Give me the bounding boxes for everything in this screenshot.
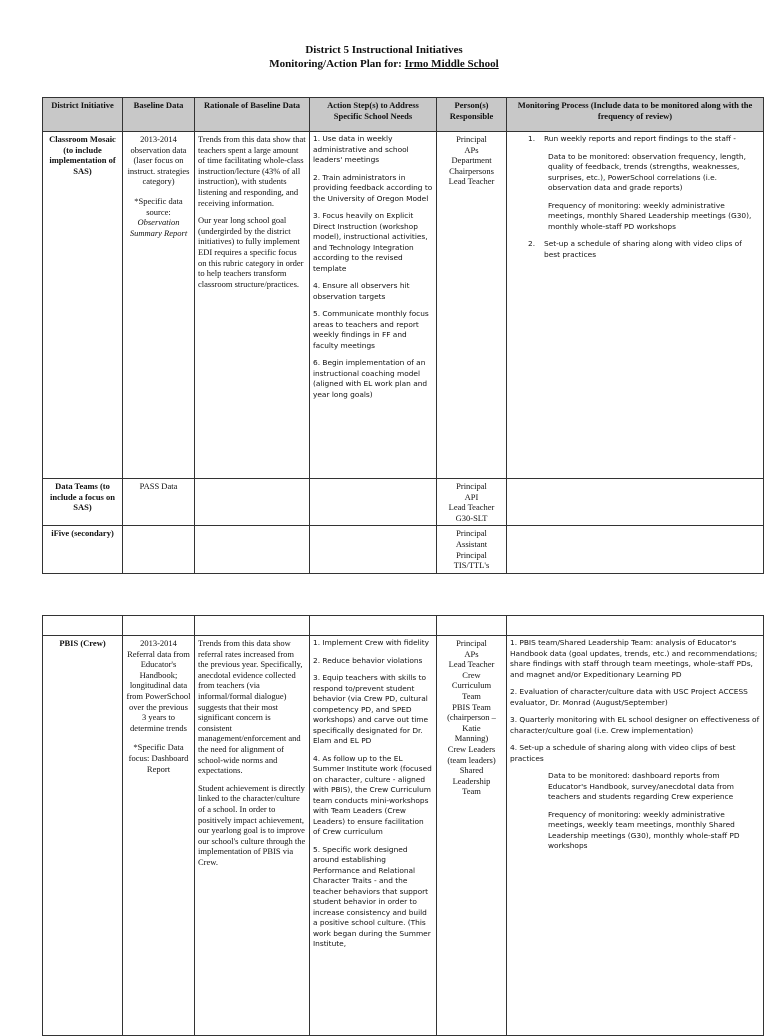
action-plan-table-1 <box>42 97 764 574</box>
person: Principal <box>456 549 487 560</box>
col-header-actions: Action Step(s) to Address Specific School Needs <box>310 98 437 132</box>
monitor-frequency: Frequency of monitoring: weekly administrative meetings, monthly Shared Leadership meetings (G30), monthly whole-staff PD workshops <box>548 200 752 231</box>
baseline-source-label: *Specific data source: <box>134 195 183 217</box>
baseline-source: Observation Summary Report <box>129 217 188 238</box>
initiative-cell: Classroom Mosaic (to include implementation of SAS) <box>43 132 123 479</box>
col-header-rationale: Rationale of Baseline Data <box>195 98 310 132</box>
action-step: 2. Reduce behavior violations <box>313 655 423 665</box>
monitor-step: 4. Set-up a schedule of sharing along with video clips of best practices <box>510 743 736 763</box>
monitor-step-number: 2. <box>528 239 536 248</box>
col-header-persons: Person(s) Responsible <box>437 98 507 132</box>
monitor-step: 1. PBIS team/Shared Leadership Team: analysis of Educator's Handbook data (goal updates, trends, etc.) and recommendations; share findings with staff through team meetings, whole-staff PDs, and magnet and/or Expeditionary Learning PD <box>510 638 758 679</box>
subtitle-prefix: Monitoring/Action Plan for: <box>269 58 405 70</box>
table-row <box>43 526 764 573</box>
person: APs <box>464 144 479 155</box>
person: (team leaders) <box>447 754 496 765</box>
rationale-text: Student achievement is directly linked to the character/culture of a school. In order to positively impact achievement, our yearlong goal is to improve our school's culture through the implementation of PBIS via Crew. <box>198 782 306 867</box>
action-step: 5. Communicate monthly focus areas to teachers and report weekly findings in FF and faculty meetings <box>313 309 429 350</box>
table-row <box>43 479 764 526</box>
monitoring-cell <box>507 526 764 573</box>
monitor-data: Data to be monitored: dashboard reports from Educator's Handbook, survey/anecdotal data from teachers and students regarding Crew experience <box>548 771 734 801</box>
rationale-text: Trends from this data show that teachers spent a large amount of time facilitating whole-class instruction/lecture (43% of all instruction), with students listening and responding, and receiving information. <box>198 134 306 208</box>
monitor-step-text: Run weekly reports and report findings to the staff - <box>544 134 736 143</box>
monitor-step: 3. Quarterly monitoring with EL school designer on effectiveness of character/culture goal (i.e. Crew implementation) <box>510 715 760 735</box>
person: Principal <box>456 528 487 539</box>
rationale-text: Our year long school goal (undergirded by the district initiatives) to fully implement EDI requires a specific focus on this rubric category in order to help teachers transform classroom structure/practices. <box>198 215 304 289</box>
rationale-cell <box>195 132 310 479</box>
action-step: 1. Implement Crew with fidelity <box>313 638 430 647</box>
initiative-cell: Data Teams (to include a focus on SAS) <box>43 479 123 526</box>
rationale-text: Trends from this data show referral rates increased from the previous year. Specifically, anecdotal evidence collected from teachers (via informal/formal dialogue) suggests that their most significant concern is consistent management/enforcement and the need for alignment of school-wide norms and expectations. <box>198 638 303 776</box>
monitor-frequency: Frequency of monitoring: weekly administrative meetings, weekly team meetings, monthly Shared Leadership meetings (G30), monthly whole-staff PD workshops <box>548 809 740 850</box>
action-step: 3. Focus heavily on Explicit Direct Instruction (workshop model), instructional activities, and Technology Integration according to the revised template <box>313 211 428 273</box>
persons-cell <box>437 479 507 526</box>
baseline-text: 2013-2014 observation data (laser focus on instruct. strategies category) <box>127 134 190 187</box>
actions-cell <box>310 526 437 573</box>
baseline-text: 2013-2014 Referral data from Educator's Handbook; longitudinal data from PowerSchool over the previous 3 years to determine trends <box>126 638 191 733</box>
action-plan-table-2 <box>42 615 764 1036</box>
action-step: 1. Use data in weekly administrative and school leaders' meetings <box>313 134 409 164</box>
monitor-data: Data to be monitored: observation frequency, length, quality of feedback, trends (strengths, weaknesses, surprises, etc.), PowerSchool correlations (i.e. observation data and grade reports) <box>548 151 746 192</box>
header-row <box>43 98 764 132</box>
person: Team <box>462 690 481 701</box>
table-row <box>43 132 764 479</box>
monitor-step <box>510 239 760 260</box>
person: Lead Teacher <box>448 502 495 513</box>
person: Department Chairpersons <box>449 155 494 176</box>
col-header-initiative: District Initiative <box>43 98 123 132</box>
action-step: 4. As follow up to the EL Summer Institute work (focused on character, culture - aligned with PBIS), the Crew Curriculum team conducts mini-workshops with Team Leaders (Crew Leaders) to ensure facilitation of Crew curriculum <box>313 753 432 836</box>
person: Principal <box>456 638 487 648</box>
persons-cell <box>437 636 507 1036</box>
rationale-cell <box>195 479 310 526</box>
table-row <box>43 636 764 1036</box>
actions-cell <box>310 479 437 526</box>
person: Team <box>462 786 481 797</box>
person: Leadership <box>452 775 491 786</box>
monitoring-cell <box>507 479 764 526</box>
action-step: 6. Begin implementation of an instructional coaching model (aligned with EL work plan and year long goals) <box>313 358 428 399</box>
action-step: 4. Ensure all observers hit observation targets <box>313 281 410 301</box>
person: Lead Teacher <box>448 176 495 187</box>
person: API <box>464 491 479 502</box>
actions-cell <box>310 132 437 479</box>
baseline-cell: PASS Data <box>123 479 195 526</box>
person: Katie <box>462 722 481 733</box>
person: Crew Leaders <box>447 743 496 754</box>
page-subtitle <box>0 57 768 71</box>
person: APs <box>464 648 479 659</box>
baseline-cell <box>123 132 195 479</box>
persons-cell <box>437 132 507 479</box>
person: (chairperson – <box>447 712 496 723</box>
person: Manning) <box>454 733 489 744</box>
monitor-step-text: Set-up a schedule of sharing along with video clips of best practices <box>544 239 742 259</box>
school-name: Irmo Middle School <box>404 58 499 70</box>
action-step: 2. Train administrators in providing feedback according to the University of Oregon Model <box>313 172 433 203</box>
monitor-step-number: 1. <box>528 134 536 143</box>
persons-cell <box>437 526 507 573</box>
col-header-baseline: Baseline Data <box>123 98 195 132</box>
monitor-step: 2. Evaluation of character/culture data with USC Project ACCESS evaluator, Dr. Monrad (August/September) <box>510 687 748 707</box>
page-title: District 5 Instructional Initiatives <box>305 44 463 56</box>
baseline-text: *Specific Data focus: Dashboard Report <box>128 742 189 774</box>
monitor-step <box>510 134 760 145</box>
person: Shared <box>459 765 484 776</box>
baseline-cell <box>123 526 195 573</box>
initiative-cell: iFive (secondary) <box>43 526 123 573</box>
blank-row <box>43 616 764 636</box>
baseline-cell <box>123 636 195 1036</box>
action-step: 3. Equip teachers with skills to respond to/prevent student behavior (via Crew PD, cultural competency PD, and SPED workshops) and carve out time specifically designated for Dr. Elam and EL PD <box>313 673 429 745</box>
person: TIS/TTL's <box>453 560 490 571</box>
person: Crew <box>462 669 481 680</box>
rationale-cell <box>195 526 310 573</box>
person: Principal <box>456 134 487 144</box>
col-header-monitoring: Monitoring Process (Include data to be monitored along with the frequency of review) <box>507 98 764 132</box>
person: PBIS Team <box>452 701 491 712</box>
action-step: 5. Specific work designed around establishing Performance and Relational Character Traits - and the teacher behaviors that support student behavior in order to increase consistency and build a positive school culture. (This work began during the Summer Institute, <box>313 844 431 948</box>
person: G30-SLT <box>455 512 488 523</box>
person: Lead Teacher <box>448 659 495 670</box>
monitoring-cell <box>507 132 764 479</box>
person: Assistant <box>455 538 488 549</box>
person: Curriculum <box>451 680 492 691</box>
initiative-cell: PBIS (Crew) <box>43 636 123 1036</box>
person: Principal <box>456 481 487 491</box>
monitoring-cell <box>507 636 764 1036</box>
rationale-cell <box>195 636 310 1036</box>
actions-cell <box>310 636 437 1036</box>
